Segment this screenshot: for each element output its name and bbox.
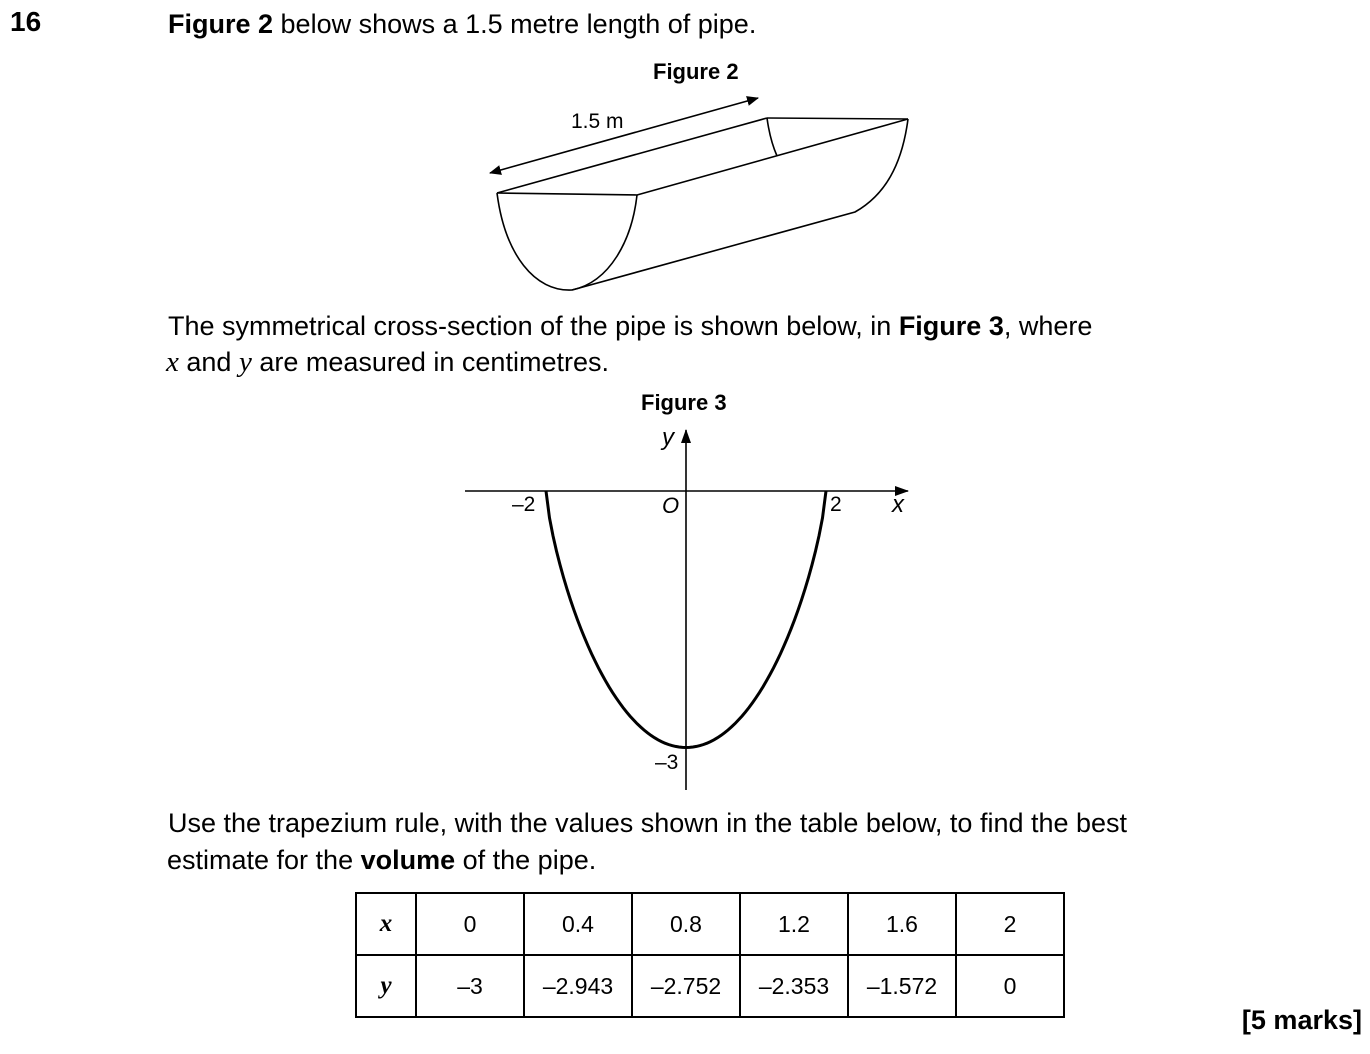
y-min-tick-label: –3: [655, 751, 679, 774]
volume-word: volume: [360, 845, 456, 875]
table-cell-x: 0.8: [632, 893, 740, 955]
table-row-y: [356, 955, 1064, 1017]
table-cell-x: 0.4: [524, 893, 632, 955]
figure3-ref: Figure 3: [898, 311, 1004, 341]
cross-section-text-line2: x and y are measured in centimetres.: [166, 346, 609, 378]
figure2-ref: Figure 2: [168, 9, 274, 39]
x-neg-tick-label: –2: [512, 493, 536, 516]
table-cell-x: 1.2: [740, 893, 848, 955]
table-cell-x: 1.6: [848, 893, 956, 955]
table-header-y: y: [356, 955, 416, 1017]
table-cell-y: –1.572: [848, 955, 956, 1017]
values-table: [355, 892, 1065, 1018]
table-cell-y: –2.752: [632, 955, 740, 1017]
var-x: x: [166, 346, 179, 378]
length-label: 1.5 m: [571, 110, 624, 133]
table-cell-y: –2.353: [740, 955, 848, 1017]
table-cell-x: 2: [956, 893, 1064, 955]
intro-rest: below shows a 1.5 metre length of pipe.: [273, 9, 757, 39]
instruction-line2: estimate for the volume of the pipe.: [167, 845, 597, 875]
x-pos-tick-label: 2: [830, 493, 842, 516]
cross-section-text-line1: The symmetrical cross-section of the pipe is shown below, in Figure 3, where: [168, 311, 1093, 341]
figure2-caption: Figure 2: [653, 59, 739, 84]
origin-label: O: [662, 493, 680, 518]
table-header-x: x: [356, 893, 416, 955]
var-y: y: [238, 346, 252, 378]
question-number: 16: [10, 6, 42, 37]
instruction-line1: Use the trapezium rule, with the values shown in the table below, to find the best: [168, 808, 1128, 838]
x-axis-label: x: [892, 491, 904, 518]
table-cell-x: 0: [416, 893, 524, 955]
table-cell-y: –3: [416, 955, 524, 1017]
table-row-x: [356, 893, 1064, 955]
y-axis-label: y: [662, 424, 674, 451]
table-cell-y: –2.943: [524, 955, 632, 1017]
marks-label: [5 marks]: [1241, 1005, 1362, 1035]
figure3-caption: Figure 3: [641, 390, 727, 415]
table-cell-y: 0: [956, 955, 1064, 1017]
